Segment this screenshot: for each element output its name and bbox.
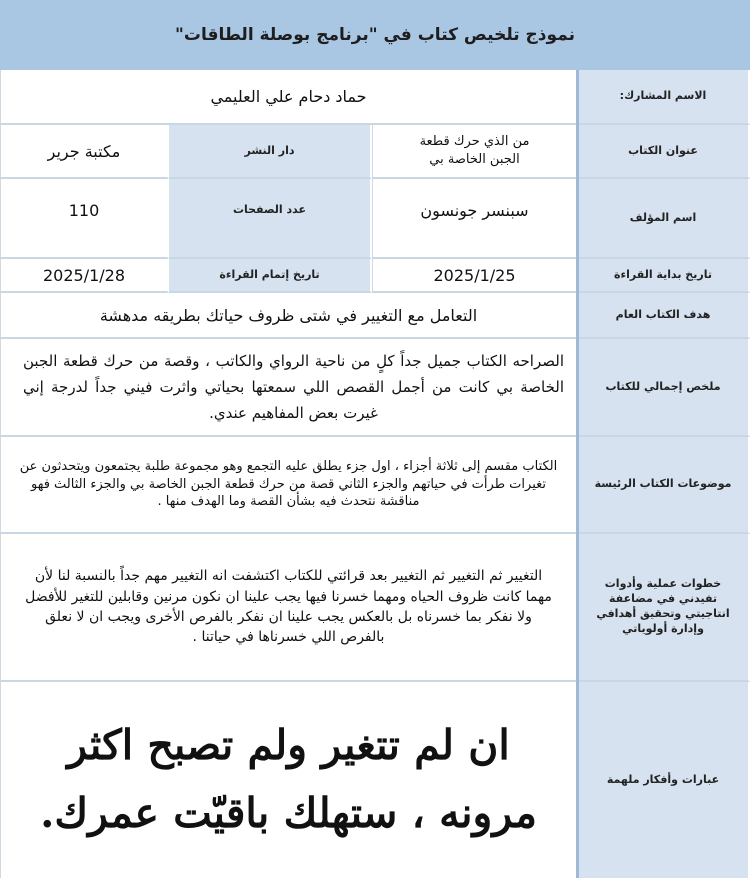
participant-name-field[interactable]: حماد دحام علي العليمي: [0, 70, 578, 125]
book-goal-field[interactable]: التعامل مع التغيير في شتى ظروف حياتك بطريقه مدهشة: [0, 293, 578, 339]
book-title-field[interactable]: من الذي حرك قطعة الجبن الخاصة بي: [372, 125, 578, 179]
book-goal-label: هدف الكتاب العام: [578, 293, 750, 339]
book-summary-label: ملخص إجمالي للكتاب: [578, 339, 750, 437]
form-table: [0, 70, 750, 878]
book-summary-field[interactable]: الصراحه الكتاب جميل جداً كلٍ من ناحية الرواي والكاتب ، وقصة من حرك قطعة الجبن الخاصة بي كانت من أجمل القصص اللي سمعتها بحياتي واثرت فيني جداً لدرجة إني غيرت بعض المفاهيم عندي.: [0, 339, 578, 437]
author-label: اسم المؤلف: [578, 179, 750, 259]
inspiring-quotes-label: عبارات وأفكار ملهمة: [578, 682, 750, 878]
label-column-divider: [576, 70, 579, 878]
author-field[interactable]: سبنسر جونسون: [372, 179, 578, 259]
end-date-field[interactable]: 2025/1/28: [0, 259, 169, 293]
pages-field[interactable]: 110: [0, 179, 169, 259]
pages-label: عدد الصفحات: [169, 179, 372, 259]
start-date-field[interactable]: 2025/1/25: [372, 259, 578, 293]
end-date-label: تاريخ إتمام القراءة: [169, 259, 372, 293]
inspiring-quote-field[interactable]: ان لم تتغير ولم تصبح اكثر مرونه ، ستهلك باقيّت عمرك.: [0, 682, 578, 878]
form-title: نموذج تلخيص كتاب في "برنامج بوصلة الطاقات": [0, 0, 750, 71]
publisher-field[interactable]: مكتبة جرير: [0, 125, 169, 179]
participant-label: الاسم المشارك:: [578, 70, 750, 125]
main-topics-field[interactable]: الكتاب مقسم إلى ثلاثة أجزاء ، اول جزء يطلق عليه التجمع وهو مجموعة طلبة يجتمعون ويتحدثون عن تغيرات طرأت في حياتهم والجزء الثاني قصة من حرك قطعة الجبن الخاصة بي والجزء الثالث فهو مناقشة نتحدث فيه بشأن القصة وما الهدف منها .: [0, 437, 578, 534]
start-date-label: تاريخ بداية القراءة: [578, 259, 750, 293]
practical-steps-field[interactable]: التغيير ثم التغيير ثم التغيير بعد قرائتي للكتاب اكتشفت انه التغيير مهم جداً بالنسبة لنا لأن مهما كانت ظروف الحياه ومهما خسرنا فيها يجب علينا ان نكون مرنين وقابلين للتغير للأفضل ولا نفكر بما خسرناه بل بالعكس يجب علينا ان نفكر بالفرص الأخرى ويجب ان لا نعلق بالفرص اللي خسرناها في حياتنا .: [0, 534, 578, 682]
publisher-label: دار النشر: [169, 125, 372, 179]
practical-steps-label: خطوات عملية وأدوات تفيدني في مضاعفة انتاجيتي وتحقيق أهدافي وإدارة أولوياتي: [578, 534, 750, 682]
book-title-label: عنوان الكتاب: [578, 125, 750, 179]
main-topics-label: موضوعات الكتاب الرئيسة: [578, 437, 750, 534]
